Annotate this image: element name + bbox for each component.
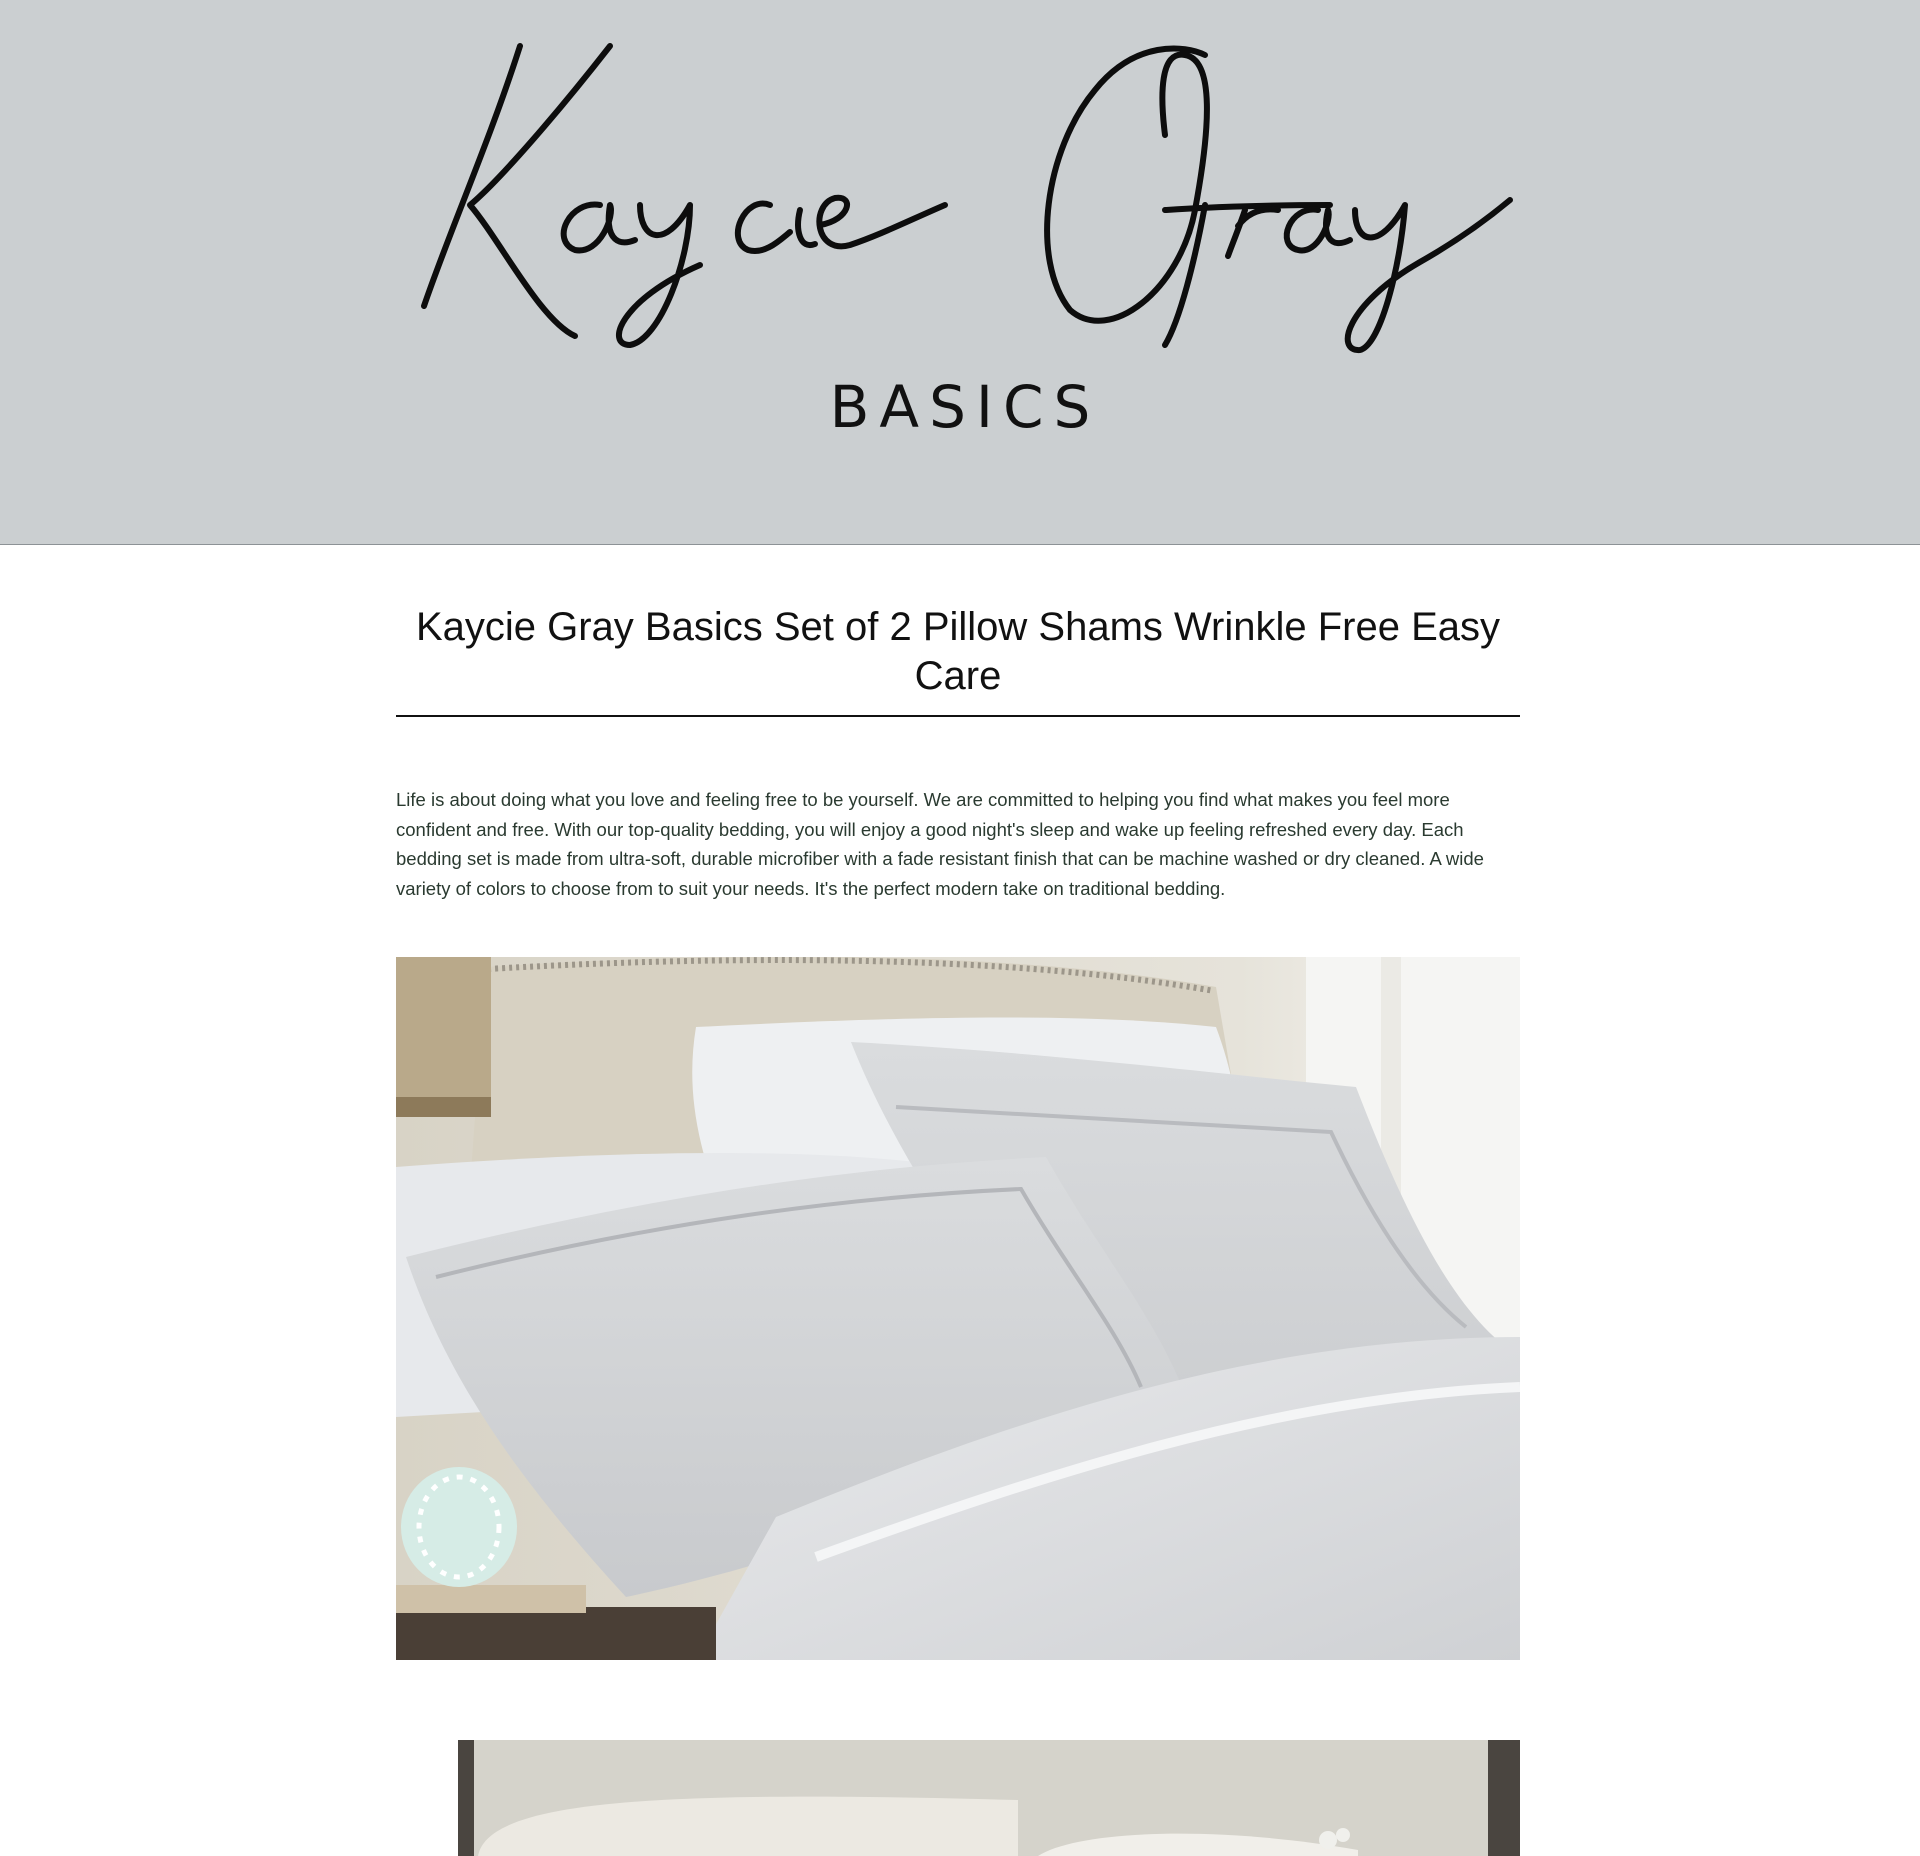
product-description: Life is about doing what you love and feeling free to be yourself. We are committed to helping you find what makes you feel more confident and free. With our top-quality bedding, you will enjoy a good night's sleep and wake up feeling refreshed every day. Each bedding set is made from ultra-soft, durable microfiber with a fade resistant finish that can be machine washed or dry cleaned. A wide variety of colors to choose from to suit your needs. It's the perfect modern take on traditional bedding. bbox=[396, 789, 1484, 899]
brand-sub-name: BASICS bbox=[829, 373, 1101, 441]
title-divider bbox=[396, 715, 1520, 717]
product-photo-bed bbox=[458, 1740, 1520, 1856]
product-photo-pillows bbox=[396, 957, 1520, 1660]
brand-logo-script bbox=[0, 0, 1920, 545]
site-header bbox=[0, 0, 1920, 545]
product-title: Kaycie Gray Basics Set of 2 Pillow Shams Wrinkle Free Easy Care bbox=[415, 605, 1501, 698]
